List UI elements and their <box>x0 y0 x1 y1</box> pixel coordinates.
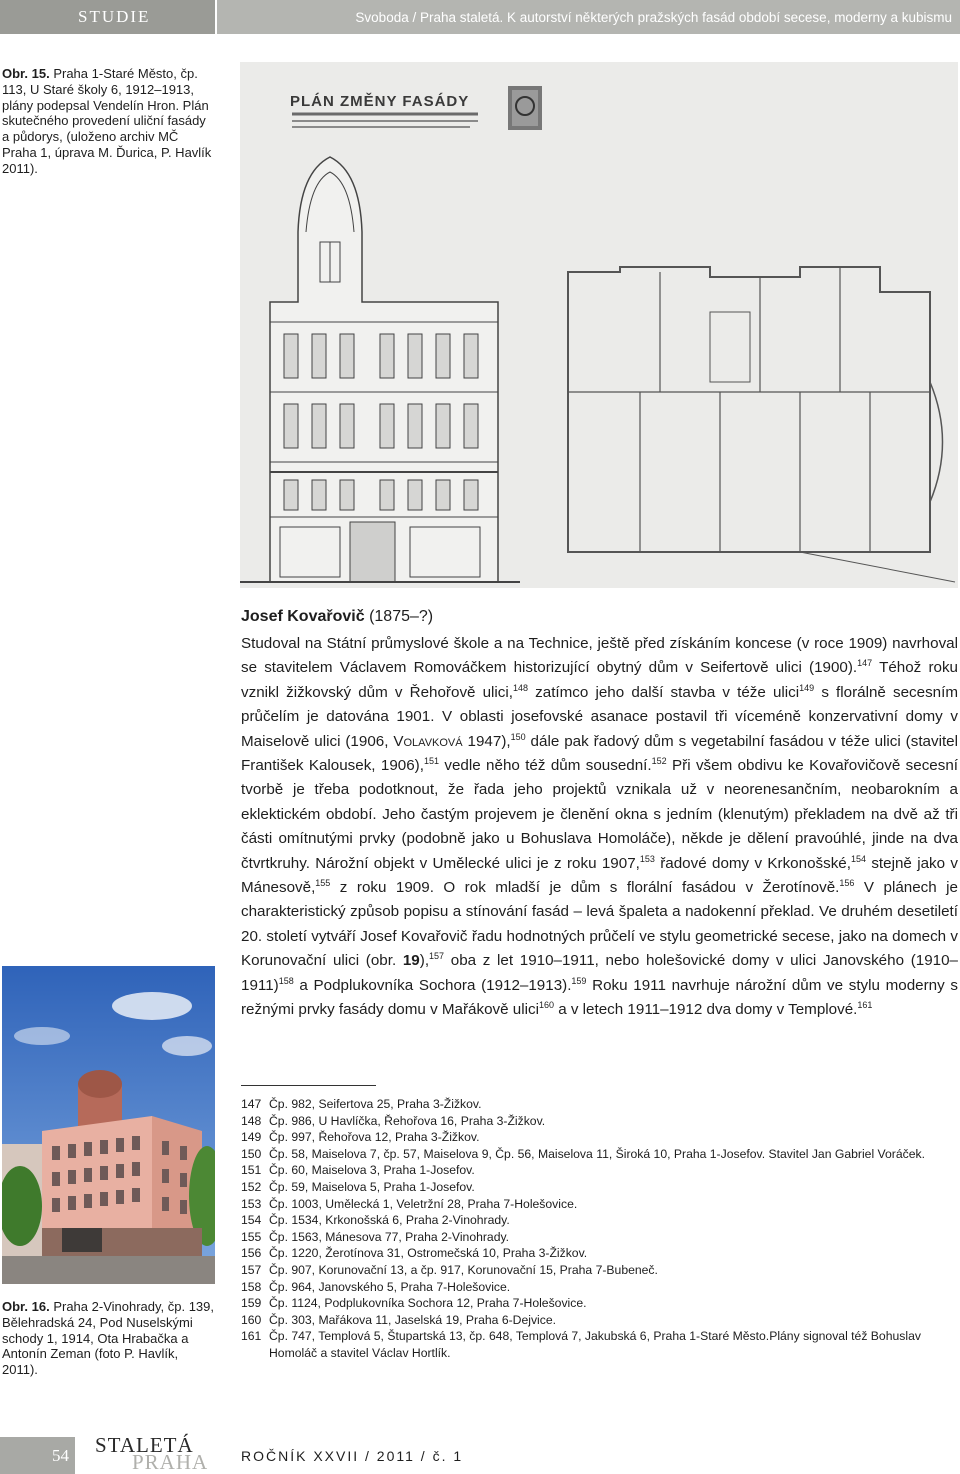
footnote-text: Čp. 907, Korunovační 13, a čp. 917, Korunovační 15, Praha 7-Bubeneč. <box>269 1262 658 1277</box>
running-title: Svoboda / Praha staletá. K autorství některých pražských fasád období secese, moderny a kubismu <box>355 9 952 25</box>
section-heading <box>241 608 433 626</box>
footnote-ref[interactable]: 153 <box>639 853 655 864</box>
body-run: a v letech 1911–1912 dva domy v Templové. <box>553 1001 858 1019</box>
body-run: vedle něho též dům sousední. <box>439 757 652 775</box>
footnote-text: Čp. 1003, Umělecká 1, Veletržní 28, Praha 7-Holešovice. <box>269 1196 578 1211</box>
figure-reference[interactable]: 19 <box>402 952 420 970</box>
footnote-text: Čp. 964, Janovského 5, Praha 7-Holešovice. <box>269 1279 511 1294</box>
body-run: dále pak řadový dům s vegetabilní fasádou v téže ulici (stavitel František Kalousek, 1906), <box>241 732 958 775</box>
body-run: s florálně secesním průčelím je datována 1901. V oblasti josefovské asanace postavil tři víceméně konzervativní domy v Maiselově ulici (1906, <box>241 683 958 750</box>
footnote-item <box>241 1162 959 1179</box>
figure16-caption-text: Praha 2-Vinohrady, čp. 139, Bělehradská 24, Pod Nuselskými schody 1, 1914, Ota Hrabačka a Antonín Zeman (foto P. Havlík, 2011). <box>2 1299 215 1378</box>
header-running-title <box>217 0 960 34</box>
footnote-ref[interactable]: 147 <box>857 658 873 669</box>
section-label: STUDIE <box>78 7 151 26</box>
body-run: oba z let 1910–1911, nebo holešovické domy v ulici Janovského (1910–1911) <box>241 952 958 994</box>
footnote-number: 149 <box>241 1130 262 1145</box>
footnote-item <box>241 1262 959 1279</box>
body-run: 1947), <box>462 732 511 750</box>
page-number-box <box>0 1437 75 1474</box>
body-text <box>241 632 958 1023</box>
footnote-text: Čp. 1220, Žerotínova 31, Ostromečská 10, Praha 3-Žižkov. <box>269 1246 588 1261</box>
facade-plan-drawing <box>240 62 958 588</box>
footnote-number: 160 <box>241 1312 262 1327</box>
footnote-ref[interactable]: 161 <box>857 1000 873 1011</box>
footnote-number: 159 <box>241 1296 262 1311</box>
footnote-number: 152 <box>241 1179 262 1194</box>
plan-title: PLÁN ZMĚNY FASÁDY <box>290 93 470 110</box>
footnote-number: 161 <box>241 1329 262 1344</box>
footnote-text: Čp. 986, U Havlíčka, Řehořova 16, Praha 3-Žižkov. <box>269 1113 546 1128</box>
body-run: V plánech je charakteristický způsob popisu a stínování fasád – levá špaleta a nadokenní překlad. Ve druhém desetiletí 20. století vytváří Josef Kovařovič řadu hodnotných průčelí ve stylu geometrické secese, jako na domech v Korunovační ulici (obr. <box>241 879 958 970</box>
footnote-item <box>241 1245 959 1262</box>
footnote-text: Čp. 997, Řehořova 12, Praha 3-Žižkov. <box>269 1130 480 1145</box>
footnote-number: 153 <box>241 1196 262 1211</box>
footnote-number: 148 <box>241 1113 262 1128</box>
footnote-item <box>241 1212 959 1229</box>
footnote-divider <box>241 1085 376 1086</box>
footnote-number: 151 <box>241 1163 262 1178</box>
footnote-item <box>241 1129 959 1146</box>
footnote-ref[interactable]: 157 <box>429 951 445 962</box>
footnote-ref[interactable]: 159 <box>571 975 587 986</box>
body-run: a Podplukovníka Sochora (1912–1913). <box>293 976 572 994</box>
body-run: Téhož roku vznikl žižkovský dům v Řehořově ulici, <box>241 659 958 701</box>
footnote-number: 157 <box>241 1262 262 1277</box>
footnote-item <box>241 1146 959 1163</box>
footnote-ref[interactable]: 149 <box>799 682 815 693</box>
footnote-item <box>241 1096 959 1113</box>
footnote-number: 154 <box>241 1213 262 1228</box>
footnote-text: Čp. 1563, Mánesova 77, Praha 2-Vinohrady. <box>269 1229 510 1244</box>
footnotes-list <box>241 1096 959 1362</box>
footnote-text: Čp. 1534, Krkonošská 6, Praha 2-Vinohrady. <box>269 1213 510 1228</box>
figure15-caption-text: Praha 1-Staré Město, čp. 113, U Staré školy 6, 1912–1913, plány podepsal Vendelín Hron. Plán skutečného provedení uliční fasády a půdorys, (uloženo archiv MČ Praha 1, úprava M. Ďurica, P. Havlík 2011). <box>2 66 212 176</box>
footnote-item <box>241 1196 959 1213</box>
footnote-item <box>241 1179 959 1196</box>
footnote-item <box>241 1113 959 1130</box>
footnote-text: Čp. 58, Maiselova 7, čp. 57, Maiselova 9, Čp. 56, Maiselova 11, Široká 10, Praha 1-Josefov. Stavitel Jan Gabriel Voráček. <box>269 1146 925 1161</box>
page-number: 54 <box>52 1445 69 1465</box>
building-photo <box>2 966 215 1284</box>
figure16-label: Obr. 16. <box>2 1299 50 1314</box>
footnote-text: Čp. 1124, Podplukovníka Sochora 12, Praha 7-Holešovice. <box>269 1296 587 1311</box>
footnote-text: Čp. 747, Templová 5, Štupartská 13, čp. 648, Templová 7, Jakubská 6, Praha 1-Staré Město.Plány signoval též Bohuslav Homoláč a stavitel Václav Hortlík. <box>269 1329 921 1360</box>
footnote-item <box>241 1312 959 1329</box>
cited-author: Volavková <box>393 732 463 750</box>
figure16-caption <box>2 1299 214 1378</box>
footnote-text: Čp. 60, Maiselova 3, Praha 1-Josefov. <box>269 1163 475 1178</box>
footnote-text: Čp. 982, Seifertova 25, Praha 3-Žižkov. <box>269 1097 482 1111</box>
body-paragraph <box>241 632 958 1023</box>
body-run: stejně jako v Mánesově, <box>241 854 958 897</box>
body-run: z roku 1909. O rok mladší je dům s florální fasádou v Žerotínově. <box>330 879 840 897</box>
body-run: Při všem obdivu ke Kovařovičově secesní tvorbě je třeba podotknout, že řada jeho projektů vznikala už v neorenesančním, neobarokním a eklektickém období. Jeho častým projevem je členění okna s jedním (klenutým) překladem na dvě až tři části omítnutými prvky (podobně jako u Bohuslava Homoláče), někde je dělení pravoúhlé, jinde na dva čtvrtkruhy. Nárožní objekt v Umělecké ulici je z roku 1907, <box>241 757 959 872</box>
footnote-number: 156 <box>241 1246 262 1261</box>
journal-logo-top: STALETÁ <box>95 1433 194 1457</box>
footnote-item <box>241 1229 959 1246</box>
figure15-drawing <box>240 62 958 588</box>
journal-logo-bottom: PRAHA <box>132 1450 209 1474</box>
footnote-item <box>241 1328 959 1361</box>
stamp-icon <box>508 86 542 130</box>
footnote-ref[interactable]: 156 <box>839 878 855 889</box>
body-run: zatímco jeho další stavba v téže ulici <box>528 683 800 701</box>
architect-dates: (1875–?) <box>369 608 434 625</box>
header-section <box>0 0 215 34</box>
footnote-item <box>241 1279 959 1296</box>
figure16-photo <box>2 966 215 1284</box>
footnote-text: Čp. 303, Mařákova 11, Jaselská 19, Praha 6-Dejvice. <box>269 1312 557 1327</box>
figure15-label: Obr. 15. <box>2 66 50 81</box>
architect-name: Josef Kovařovič <box>241 608 365 625</box>
footnote-ref[interactable]: 155 <box>315 878 331 889</box>
footnote-number: 147 <box>241 1097 262 1111</box>
footnote-ref[interactable]: 154 <box>850 853 866 864</box>
footnote-ref[interactable]: 160 <box>538 1000 554 1011</box>
footnote-ref[interactable]: 152 <box>651 756 667 767</box>
body-run: řadové domy v Krkonošské, <box>654 854 851 872</box>
footnote-ref[interactable]: 148 <box>513 682 529 693</box>
footnote-number: 150 <box>241 1146 262 1161</box>
body-run: ), <box>419 952 430 970</box>
journal-volume: ROČNÍK XXVII / 2011 / č. 1 <box>241 1448 464 1464</box>
footnote-ref[interactable]: 150 <box>510 731 526 742</box>
body-run: Studoval na Státní průmyslové škole a na Technice, ještě před získáním koncese (v roce 1909) navrhoval se stavitelem Václavem Romováčkem historizující obytný dům v Seifertově ulici (1900). <box>241 635 958 677</box>
footnote-text: Čp. 59, Maiselova 5, Praha 1-Josefov. <box>269 1179 475 1194</box>
body-run: Roku 1911 navrhuje nárožní dům ve stylu moderny s režnými prvky fasády domu v Mařákově ulici <box>241 976 958 1019</box>
figure15-caption <box>2 66 214 177</box>
footnote-number: 158 <box>241 1279 262 1294</box>
footnote-item <box>241 1295 959 1312</box>
footnote-ref[interactable]: 151 <box>423 756 439 767</box>
footnote-number: 155 <box>241 1229 262 1244</box>
footnote-ref[interactable]: 158 <box>278 975 294 986</box>
